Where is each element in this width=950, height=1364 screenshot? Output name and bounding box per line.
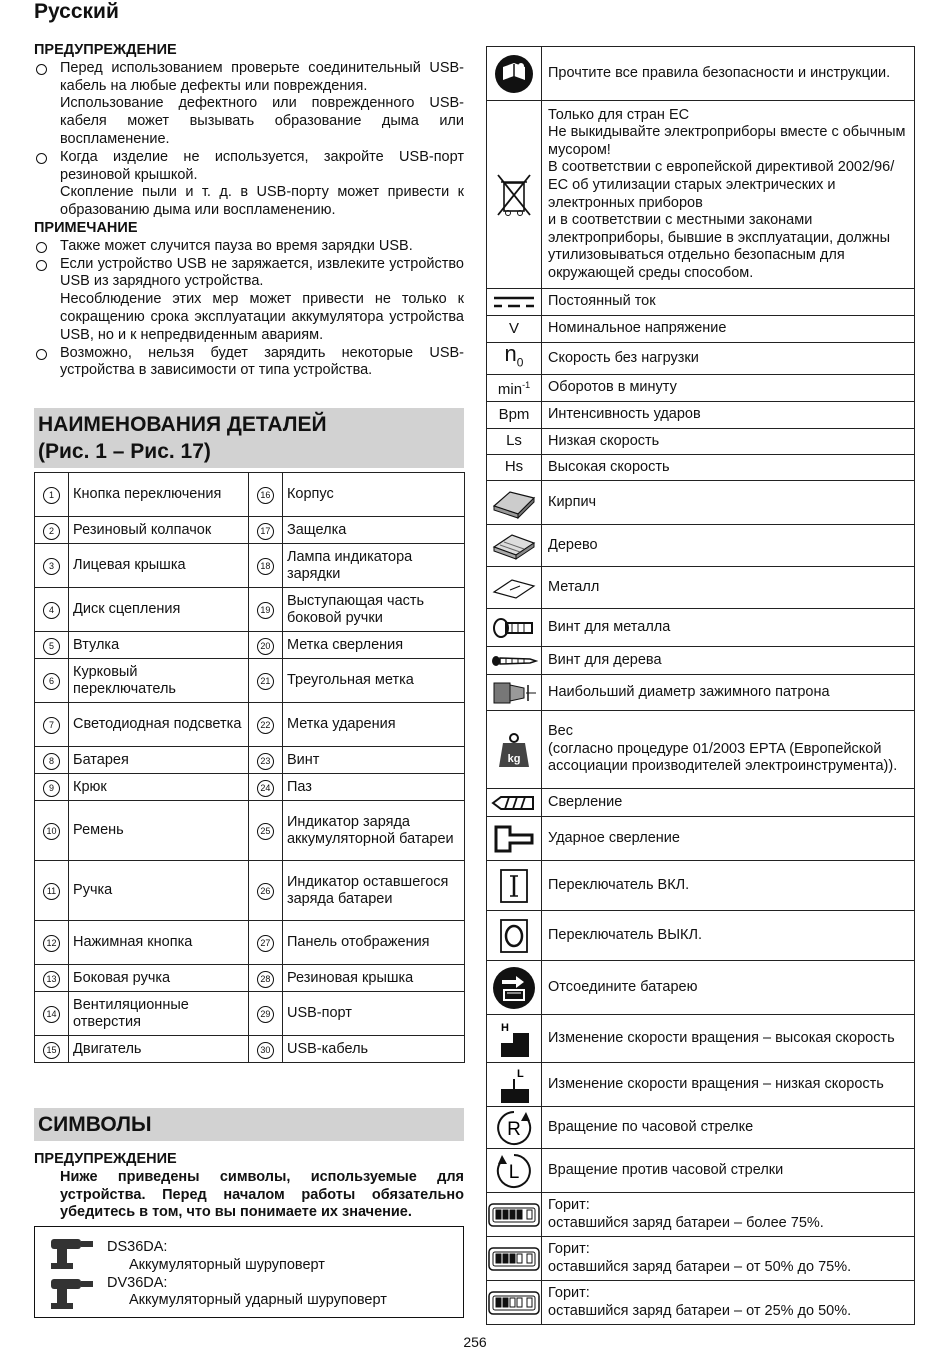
language-header: Русский [34,0,119,23]
symbol-description: Сверление [542,789,915,817]
part-number-cell [35,544,69,588]
part-label: Метка ударения [282,703,464,747]
part-label: Нажимная кнопка [69,921,249,965]
part-label: Ремень [69,801,249,861]
battery-3bars-icon [487,1237,542,1281]
part-number: 29 [257,1006,274,1023]
part-number-cell [35,965,69,992]
part-number-cell [35,861,69,921]
part-number-cell [248,632,282,659]
note-item-3: Возможно, нельзя будет зарядить некоторые USB-устройства в зависимости от типа устройства. [34,345,464,381]
battery-2bars-icon [487,1281,542,1325]
symbol-row [487,343,915,375]
symbol-description: Постоянный ток [542,289,915,316]
part-number: 27 [257,935,274,952]
parts-row [35,747,465,774]
part-label: Крюк [69,774,249,801]
part-number-cell [248,861,282,921]
part-label: Панель отображения [282,921,464,965]
part-number: 16 [257,487,274,504]
symbol-description: Вес (согласно процедуре 01/2003 EPTA (Европейской ассоциации производителей электроинструмента)). [542,711,915,789]
symbol-description: Наибольший диаметр зажимного патрона [542,675,915,711]
part-number: 9 [43,780,60,797]
part-number-cell [248,473,282,517]
warning-item-2-extra: Скопление пыли и т. д. в USB-порту может привести к образованию дыма или воспламенению. [60,184,464,219]
part-number-cell [248,659,282,703]
symbol-text-icon [487,316,542,343]
symbol-description: Кирпич [542,481,915,525]
part-label: Треугольная метка [282,659,464,703]
warning-item-2: Когда изделие не используется, закройте USB-порт резиновой крышкой. [34,149,464,185]
symbol-row [487,609,915,647]
part-number: 30 [257,1042,274,1059]
parts-row [35,992,465,1036]
warning-item-1-extra: Использование дефектного или поврежденного USB-кабеля может вызывать образование дыма или воспламенение. [60,95,464,147]
device-desc-2: Аккумуляторный ударный шуруповерт [129,1292,387,1309]
part-number: 11 [43,883,60,900]
device-models-box [34,1226,464,1318]
speed-high-icon [487,1015,542,1063]
note-title: ПРИМЕЧАНИЕ [34,219,138,236]
symbol-description: Вращение против часовой стрелки [542,1149,915,1193]
part-number-cell [248,965,282,992]
symbol-description: Оборотов в минуту [542,375,915,402]
metal-icon [487,567,542,609]
machine-screw-icon [487,609,542,647]
part-number: 25 [257,823,274,840]
parts-row [35,588,465,632]
part-label: Боковая ручка [69,965,249,992]
part-number: 19 [257,602,274,619]
part-label: Резиновая крышка [282,965,464,992]
part-number: 4 [43,602,60,619]
part-number-cell [248,544,282,588]
part-label: Индикатор заряда аккумуляторной батареи [282,801,464,861]
part-label: Резиновый колпачок [69,517,249,544]
drill-bit-icon [487,789,542,817]
symbol-row [487,567,915,609]
symbol-description: Горит: оставшийся заряд батареи – более 75%. [542,1193,915,1237]
symbol-description: Переключатель ВКЛ. [542,861,915,911]
weee-bin-icon [487,101,542,289]
note-item-1: Также может случится пауза во время зарядки USB. [34,238,464,256]
part-number: 5 [43,638,60,655]
warning-item-1: Перед использованием проверьте соединительный USB-кабель на любые дефекты или повреждения. [34,60,464,96]
part-label: Батарея [69,747,249,774]
parts-row [35,921,465,965]
symbol-description: Вращение по часовой стрелке [542,1107,915,1149]
part-number: 22 [257,717,274,734]
svg-text:L: L [508,1161,520,1183]
symbol-text-icon [487,429,542,455]
parts-row [35,774,465,801]
part-number: 15 [43,1042,60,1059]
symbol-row [487,47,915,101]
symbol-description: Дерево [542,525,915,567]
symbol-text-icon [487,375,542,402]
part-label: Кнопка переключения [69,473,249,517]
note-item-2-extra: Несоблюдение этих мер может привести не только к сокращению срока эксплуатации аккумулятора устройства USB, но и к непредвиденным авариям. [60,291,464,343]
symbol-label: V [508,319,519,337]
part-label: Лицевая крышка [69,544,249,588]
symbol-label: $\min^{-1}$ [497,379,531,398]
part-number-cell [35,1036,69,1063]
part-number-cell [35,921,69,965]
part-number: 18 [257,558,274,575]
part-label: Вентиляционные отверстия [69,992,249,1036]
part-number: 7 [43,717,60,734]
part-number: 21 [257,673,274,690]
part-number-cell [248,517,282,544]
rotation-counterclockwise-icon [487,1149,542,1193]
parts-title-line2: (Рис. 1 – Рис. 17) [38,440,211,464]
part-label: Двигатель [69,1036,249,1063]
symbols-intro-text: Ниже приведены символы, используемые для устройства. Перед началом работы обязательно убедитесь в том, что вы понимаете их значение. [60,1168,464,1221]
part-label: Диск сцепления [69,588,249,632]
part-label: USB-кабель [282,1036,464,1063]
page-number: 256 [463,1334,487,1350]
svg-text:R: R [507,1118,521,1140]
part-number-cell [35,801,69,861]
symbol-description: Винт для металла [542,609,915,647]
parts-row [35,965,465,992]
device-model-2: DV36DA: [107,1274,168,1291]
symbols-intro-block [34,1108,464,1222]
part-number: 10 [43,823,60,840]
symbol-description: Интенсивность ударов [542,402,915,429]
parts-row [35,473,465,517]
part-number: 1 [43,487,60,504]
symbol-text-icon [487,402,542,429]
svg-text:H: H [501,1021,509,1034]
symbol-description: Только для стран ЕС Не выкидывайте электроприборы вместе с обычным мусором! В соответствии с европейской директивой 2002/96/ЕС об утилизации старых электрических и электронных приборов и в соответствии с местными законами электроприборы, бывшие в эксплуатации, должны утилизовываться отдельно безопасным для окружающей среды способом. [542,101,915,289]
wood-icon [487,525,542,567]
symbol-row [487,481,915,525]
part-number: 20 [257,638,274,655]
parts-row [35,632,465,659]
switch-on-icon [487,861,542,911]
part-number: 12 [43,935,60,952]
parts-table [34,472,465,1063]
symbol-description: Низкая скорость [542,429,915,455]
symbol-text-icon [487,343,542,375]
brick-icon [487,481,542,525]
part-number-cell [248,774,282,801]
symbol-description: Прочтите все правила безопасности и инструкции. [542,47,915,101]
parts-row [35,703,465,747]
symbol-row [487,647,915,675]
part-number-cell [35,473,69,517]
symbol-description: Скорость без нагрузки [542,343,915,375]
symbol-row [487,1149,915,1193]
symbol-row [487,789,915,817]
part-label: Ручка [69,861,249,921]
part-label: Лампа индикатора зарядки [282,544,464,588]
part-number: 13 [43,971,60,988]
chuck-icon [487,675,542,711]
part-label: Метка сверления [282,632,464,659]
part-number-cell [35,588,69,632]
part-number: 2 [43,523,60,540]
drill-icon [41,1229,101,1315]
battery-4bars-icon [487,1193,542,1237]
symbol-description: Изменение скорости вращения – низкая скорость [542,1063,915,1107]
left-column [34,42,464,468]
device-desc-1: Аккумуляторный шуруповерт [129,1256,325,1273]
svg-text:L: L [517,1067,524,1080]
symbol-description: Изменение скорости вращения – высокая скорость [542,1015,915,1063]
note-item-2: Если устройство USB не заряжается, извлеките устройство USB из зарядного устройства. [34,256,464,292]
part-number-cell [248,992,282,1036]
symbol-description: Металл [542,567,915,609]
part-number-cell [35,774,69,801]
disconnect-battery-icon [487,961,542,1015]
warning-title: ПРЕДУПРЕЖДЕНИЕ [34,42,177,58]
symbols-warning-title: ПРЕДУПРЕЖДЕНИЕ [34,1151,177,1167]
part-number: 28 [257,971,274,988]
part-label: Паз [282,774,464,801]
symbol-description: Высокая скорость [542,455,915,481]
switch-off-icon [487,911,542,961]
part-label: Винт [282,747,464,774]
part-number-cell [35,992,69,1036]
symbol-row [487,375,915,402]
symbol-row [487,289,915,316]
parts-row [35,1036,465,1063]
part-label: Втулка [69,632,249,659]
device-model-1: DS36DA: [107,1239,168,1255]
part-label: USB-порт [282,992,464,1036]
part-label: Выступающая часть боковой ручки [282,588,464,632]
symbol-row [487,429,915,455]
symbol-row [487,101,915,289]
part-number: 6 [43,673,60,690]
part-label: Светодиодная подсветка [69,703,249,747]
symbol-row [487,675,915,711]
symbol-row [487,1281,915,1325]
symbol-row [487,711,915,789]
part-number: 17 [257,523,274,540]
symbol-label: $n_0$ [504,341,524,370]
part-label: Корпус [282,473,464,517]
symbol-description: Ударное сверление [542,817,915,861]
symbol-row [487,1237,915,1281]
parts-row [35,659,465,703]
parts-row [35,544,465,588]
part-number-cell [35,659,69,703]
symbol-row [487,911,915,961]
symbol-row [487,1193,915,1237]
hammer-icon [487,817,542,861]
symbol-label: Bpm [498,405,530,423]
symbol-description: Горит: оставшийся заряд батареи – от 25% до 50%. [542,1281,915,1325]
part-number: 3 [43,558,60,575]
dc-icon [487,289,542,316]
parts-section-title [34,408,464,468]
part-number-cell [248,1036,282,1063]
symbol-description: Переключатель ВЫКЛ. [542,911,915,961]
symbol-row [487,817,915,861]
symbol-text-icon [487,455,542,481]
symbol-description: Номинальное напряжение [542,316,915,343]
symbol-row [487,961,915,1015]
part-number-cell [35,517,69,544]
part-number-cell [248,703,282,747]
part-number: 26 [257,883,274,900]
part-number: 8 [43,753,60,770]
weight-icon [487,711,542,789]
symbol-label: Hs [504,458,524,476]
symbol-label: Ls [506,432,522,450]
symbol-row [487,455,915,481]
symbol-row [487,316,915,343]
parts-row [35,861,465,921]
part-number-cell [35,703,69,747]
symbols-table [486,46,915,1325]
svg-text:kg: kg [507,752,521,765]
symbols-section-title: СИМВОЛЫ [34,1108,464,1141]
symbol-row [487,1107,915,1149]
symbol-row [487,525,915,567]
symbol-row [487,1015,915,1063]
symbol-row [487,861,915,911]
part-label: Курковый переключатель [69,659,249,703]
part-number-cell [248,747,282,774]
speed-low-icon [487,1063,542,1107]
part-label: Индикатор оставшегося заряда батареи [282,861,464,921]
parts-row [35,801,465,861]
symbol-description: Отсоедините батарею [542,961,915,1015]
part-number: 14 [43,1006,60,1023]
rotation-clockwise-icon [487,1107,542,1149]
wood-screw-icon [487,647,542,675]
read-manual-icon [487,47,542,101]
symbol-row [487,402,915,429]
part-number-cell [248,801,282,861]
part-number: 24 [257,780,274,797]
symbol-description: Горит: оставшийся заряд батареи – от 50% до 75%. [542,1237,915,1281]
parts-title-line1: НАИМЕНОВАНИЯ ДЕТАЛЕЙ [38,413,327,437]
part-number-cell [248,921,282,965]
part-label: Защелка [282,517,464,544]
part-number-cell [248,588,282,632]
symbol-row [487,1063,915,1107]
part-number: 23 [257,753,274,770]
part-number-cell [35,632,69,659]
part-number-cell [35,747,69,774]
parts-row [35,517,465,544]
symbol-description: Винт для дерева [542,647,915,675]
